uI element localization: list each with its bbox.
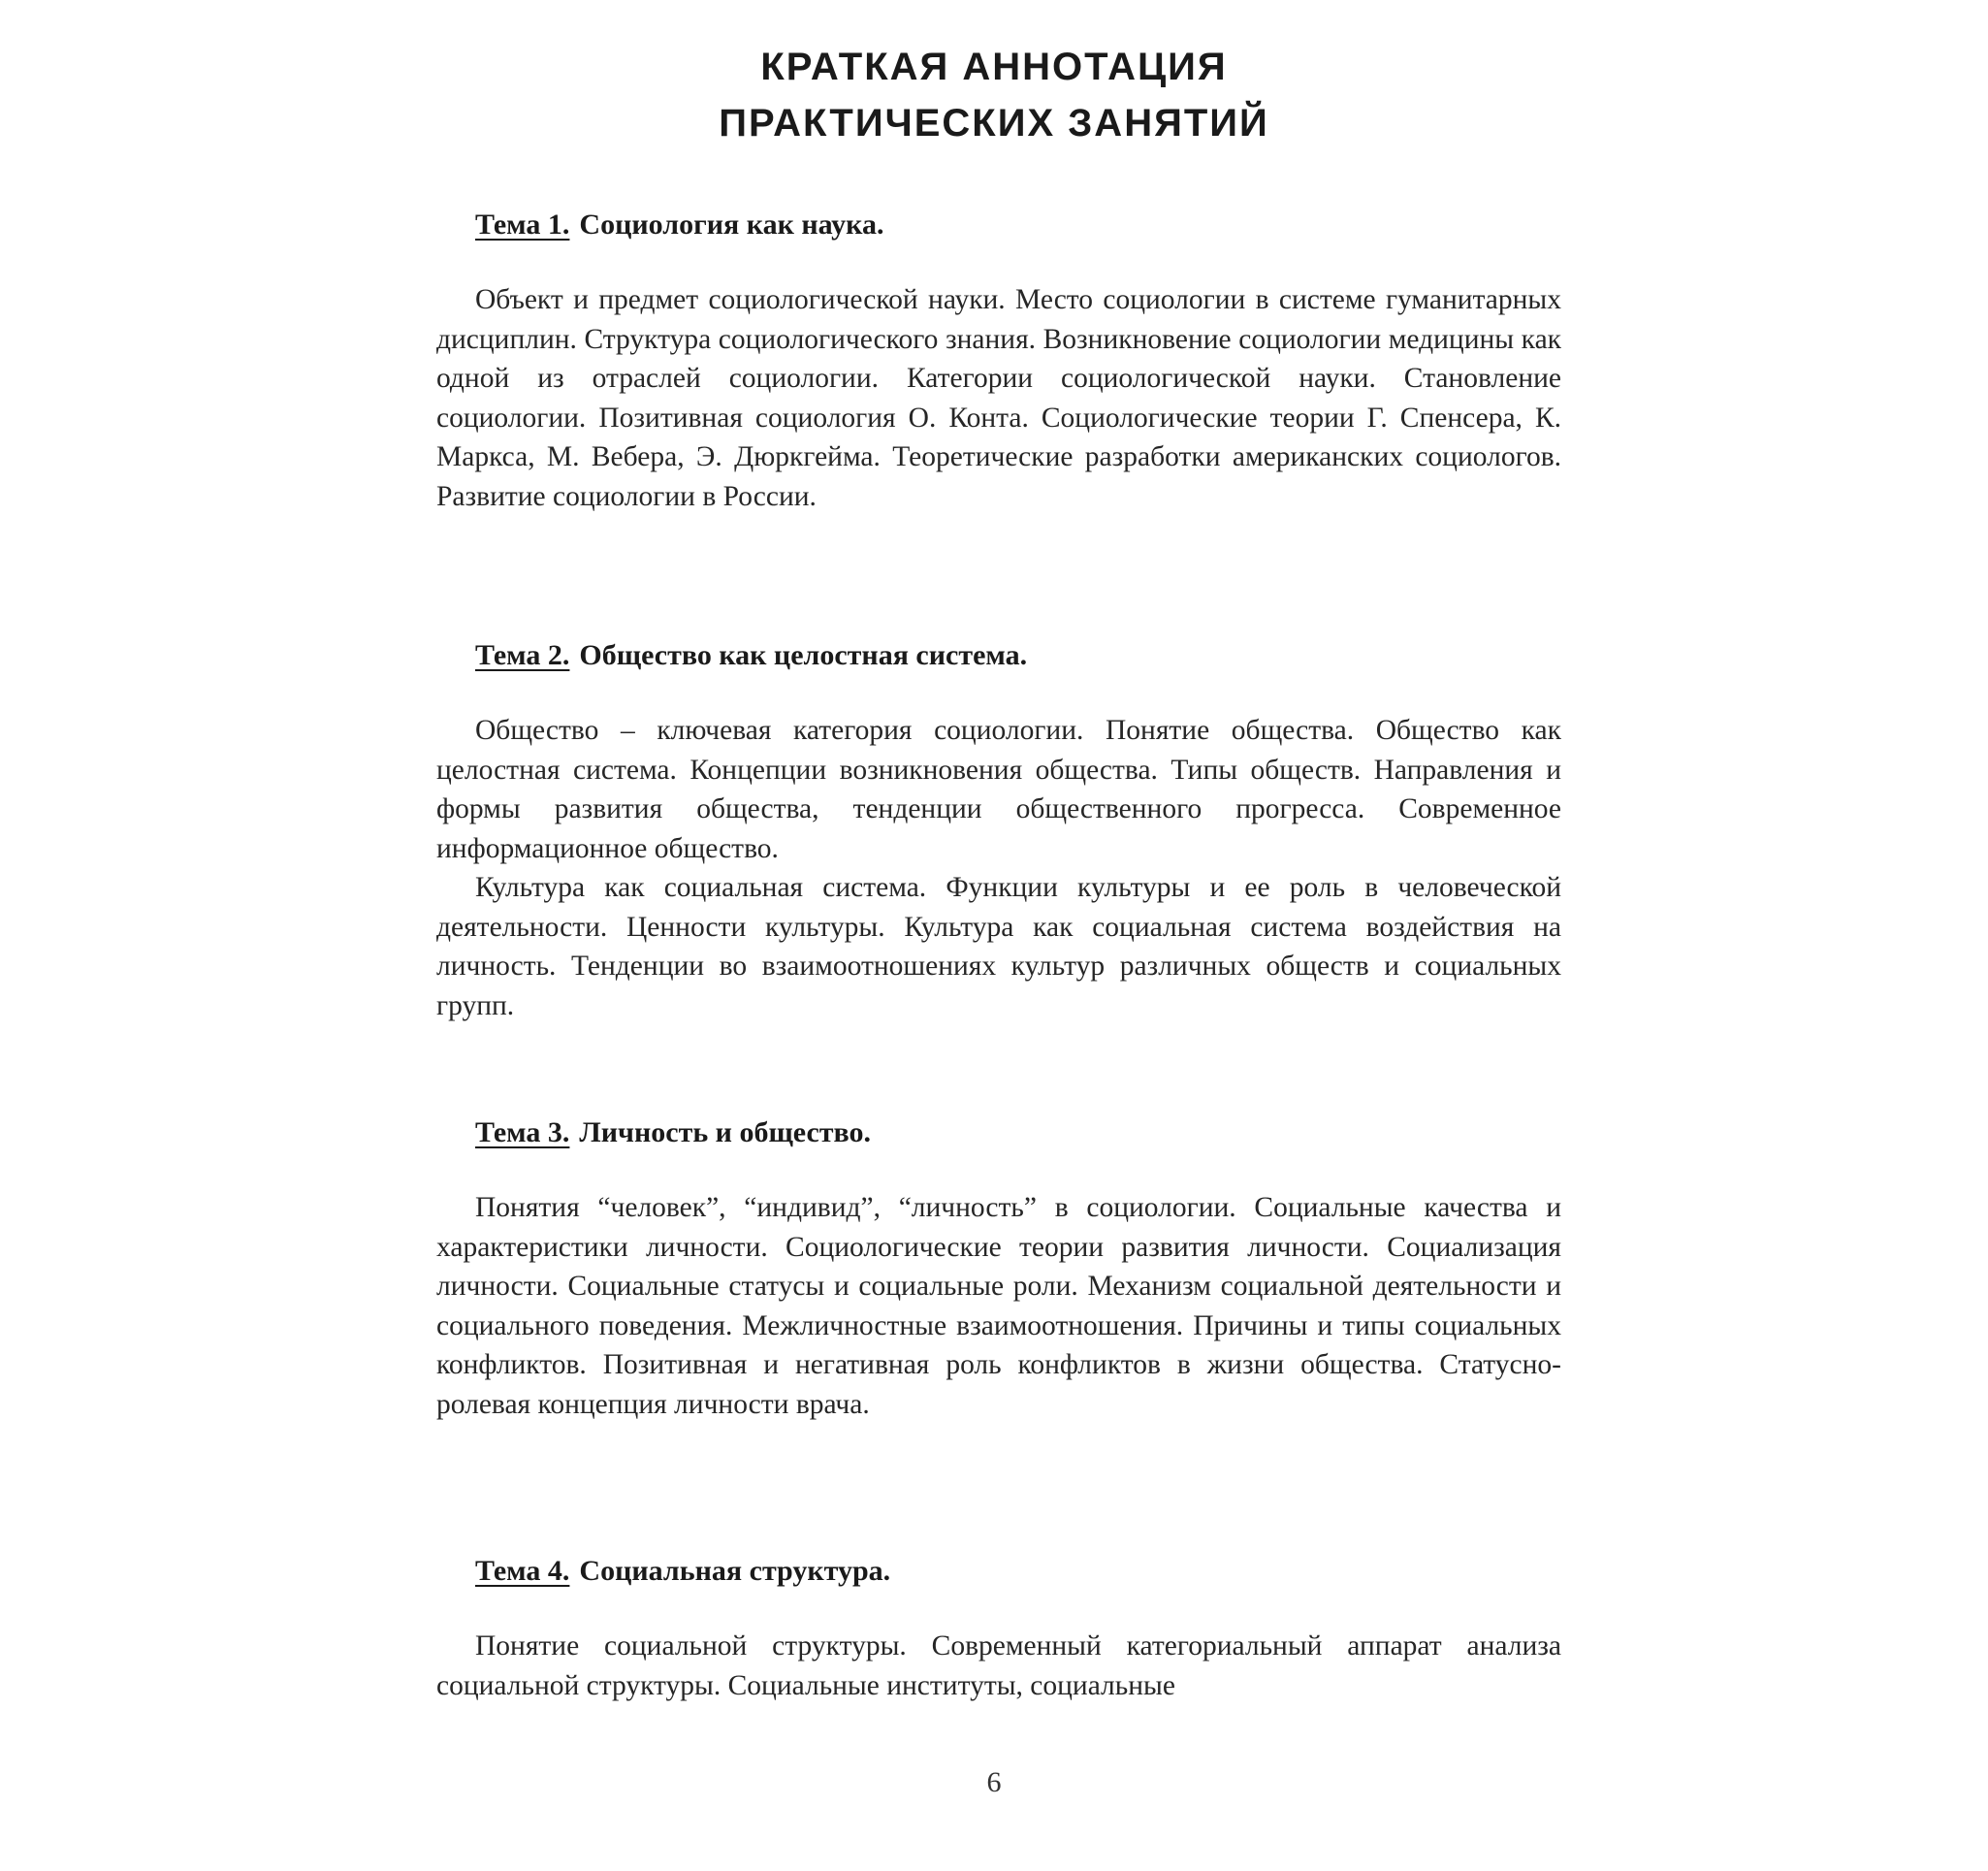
topic-paragraph: Понятия “человек”, “индивид”, “личность” в социологии. Социальные качества и характеристики личности. Социологические теории развития личности. Социализация личности. Социальные статусы и социальные роли. Механизм социальной деятельности и социального поведения. Межличностные взаимоотношения. Причины и типы социальных конфликтов. Позитивная и негативная роль конфликтов в жизни общества. Статусно-ролевая концепция личности врача. [436, 1192, 1561, 1420]
topic-section-2 [436, 636, 1561, 1025]
topic-title: Общество как целостная система. [579, 639, 1028, 671]
page-number: 6 [986, 1766, 1002, 1798]
title-line-2: ПРАКТИЧЕСКИХ ЗАНЯТИЙ [719, 102, 1269, 145]
page-title [0, 39, 1988, 151]
topic-label: Тема 1. [475, 209, 570, 241]
topic-paragraph: Культура как социальная система. Функции культуры и ее роль в человеческой деятельности. Ценности культуры. Культура как социальная система воздействия на личность. Тенденции во взаимоотношениях культур различных обществ и социальных групп. [436, 872, 1561, 1021]
topic-label: Тема 2. [475, 639, 570, 671]
topic-heading-3 [436, 1113, 1561, 1152]
topic-label: Тема 4. [475, 1555, 570, 1587]
topic-section-1 [436, 206, 1561, 516]
title-line-1: КРАТКАЯ АННОТАЦИЯ [760, 46, 1228, 88]
topic-section-4 [436, 1552, 1561, 1705]
topic-paragraph: Понятие социальной структуры. Современный категориальный аппарат анализа социальной структуры. Социальные институты, социальные [436, 1630, 1561, 1701]
topic-title: Социология как наука. [579, 209, 884, 241]
topic-heading-4 [436, 1552, 1561, 1591]
topic-section-3 [436, 1113, 1561, 1424]
topic-paragraph: Объект и предмет социологической науки. Место социологии в системе гуманитарных дисциплин. Структура социологического знания. Возникновение социологии медицины как одной из отраслей социологии. Категории социологической науки. Становление социологии. Позитивная социология О. Конта. Социологические теории Г. Спенсера, К. Маркса, М. Вебера, Э. Дюркгейма. Теоретические разработки американских социологов. Развитие социологии в России. [436, 284, 1561, 512]
topic-heading-2 [436, 636, 1561, 675]
topic-title: Социальная структура. [579, 1555, 891, 1587]
topic-title: Личность и общество. [579, 1116, 872, 1148]
topic-heading-1 [436, 206, 1561, 244]
topic-paragraph: Общество – ключевая категория социологии. Понятие общества. Общество как целостная система. Концепции возникновения общества. Типы обществ. Направления и формы развития общества, тенденции общественного прогресса. Современное информационное общество. [436, 715, 1561, 864]
topic-label: Тема 3. [475, 1116, 570, 1148]
